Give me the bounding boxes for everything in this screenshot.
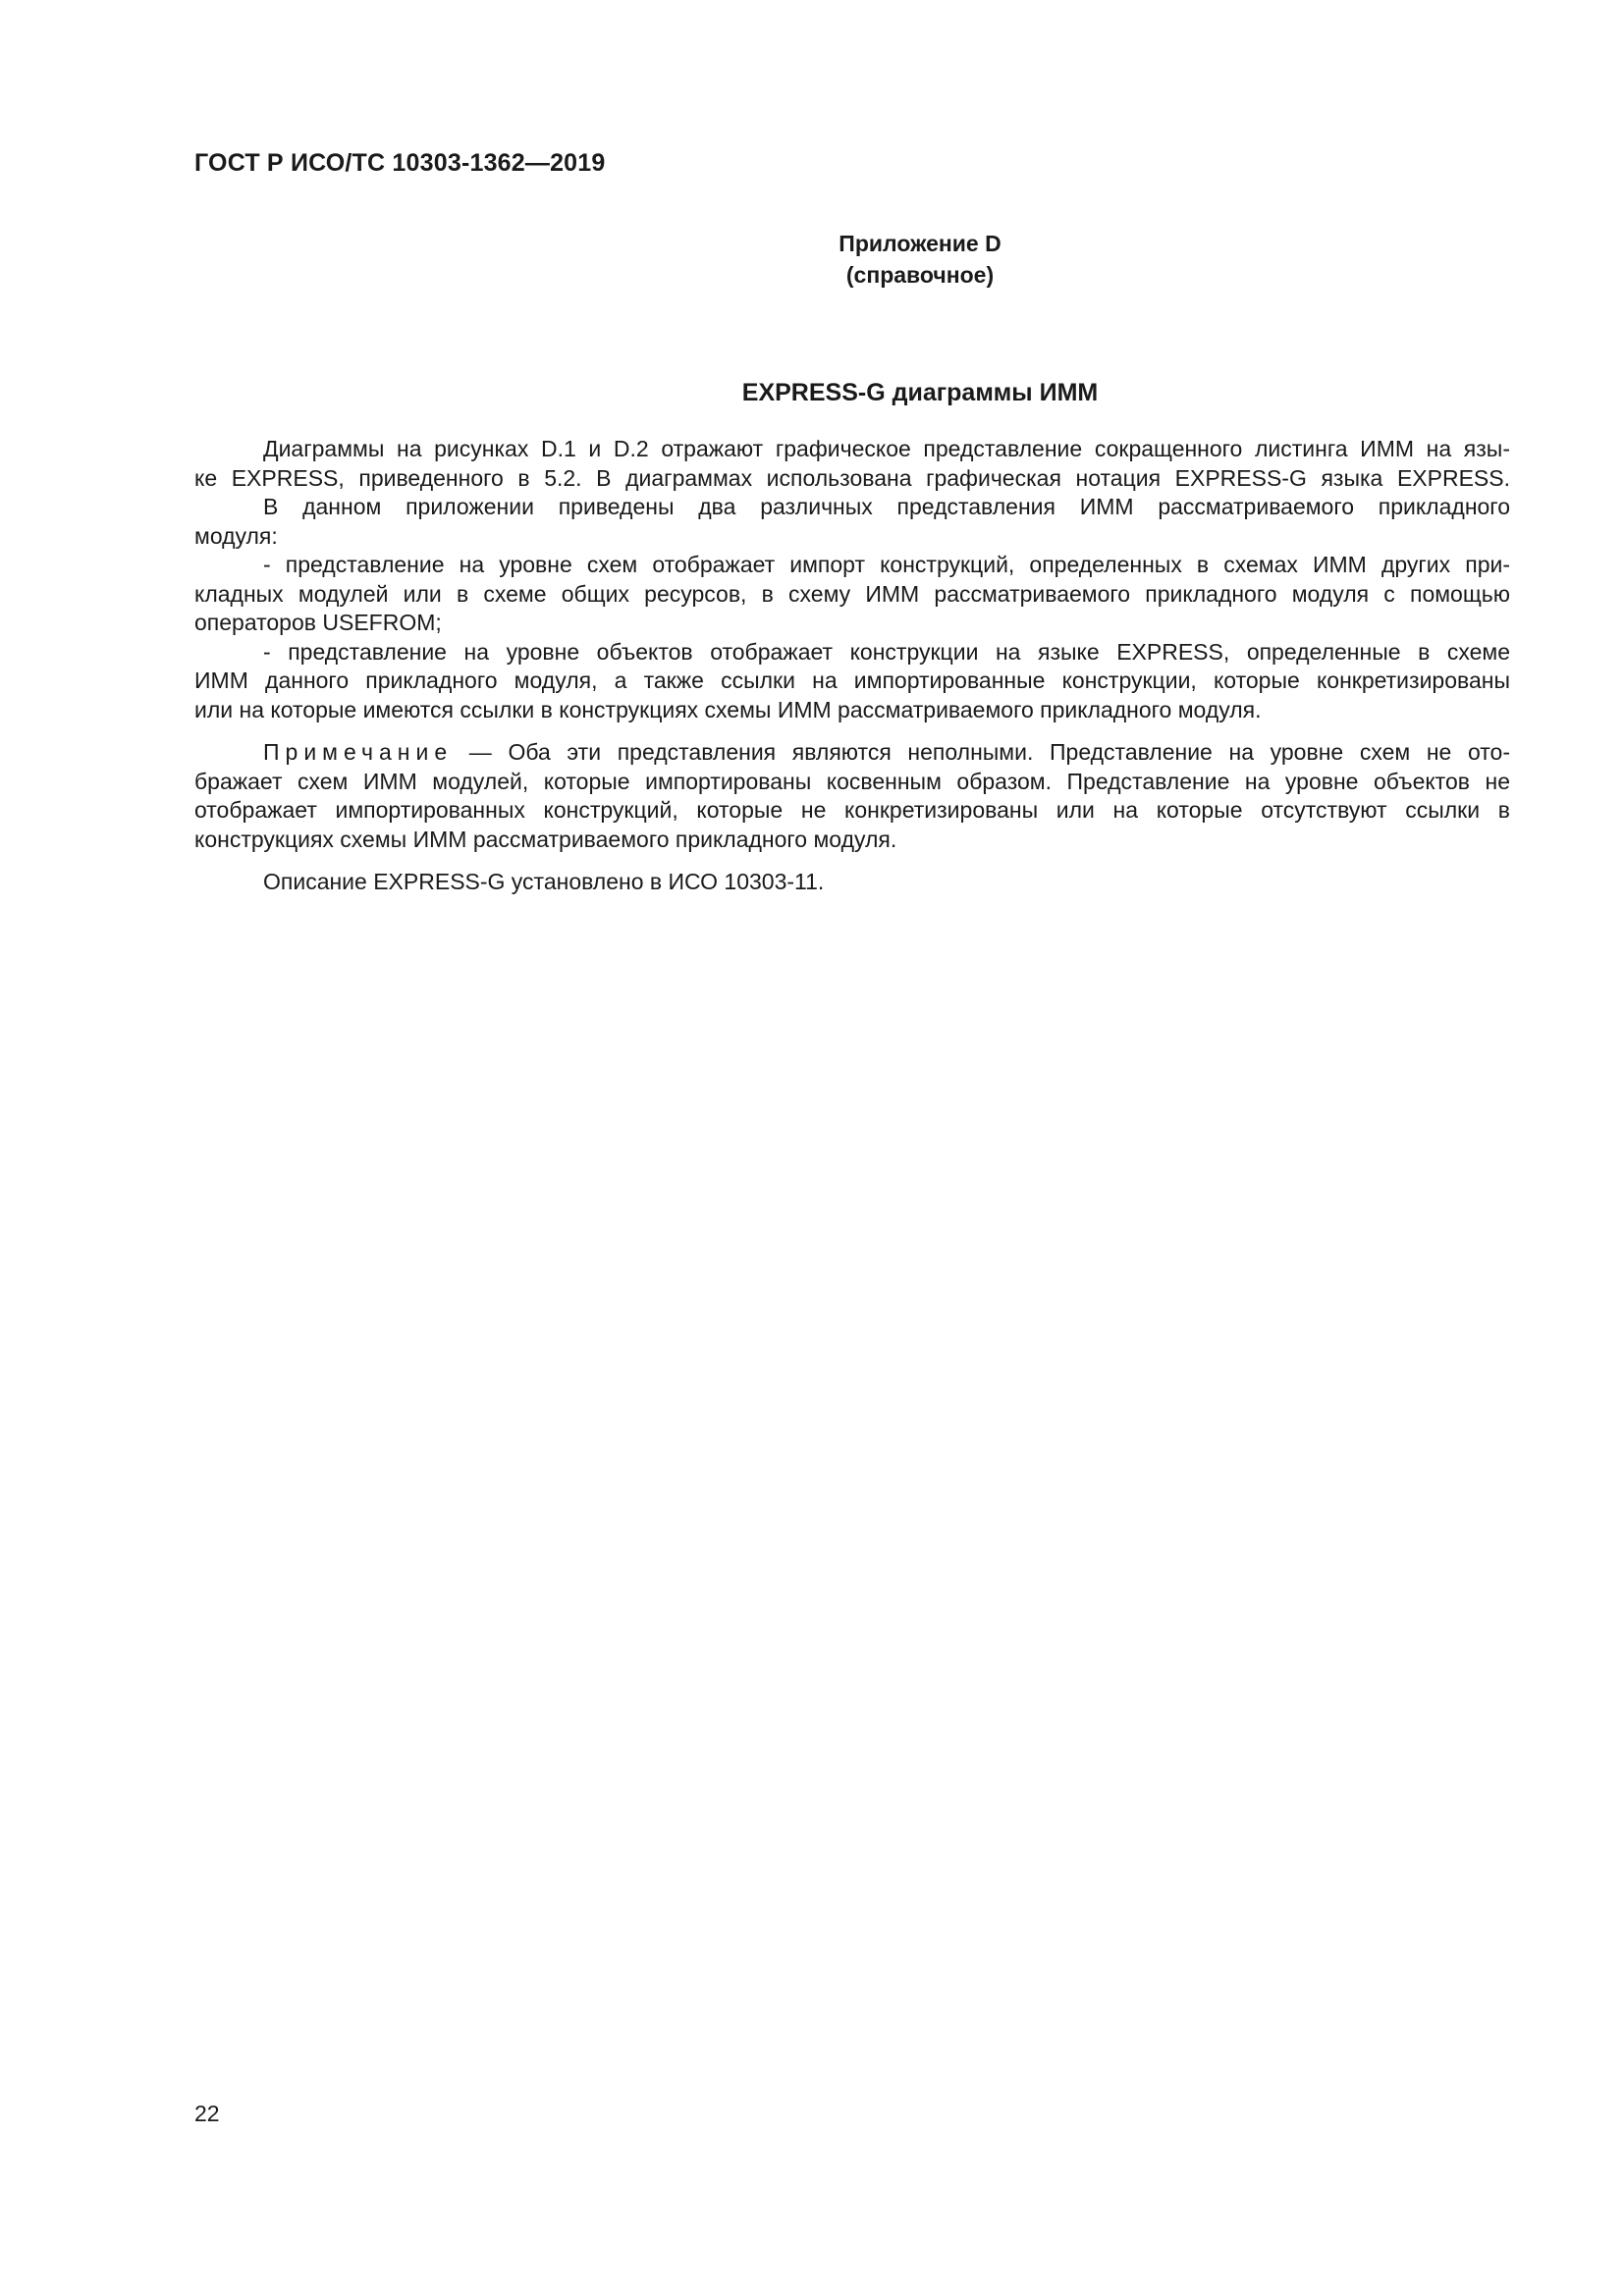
spacer bbox=[194, 724, 1510, 738]
paragraph-line: - представление на уровне схем отображает импорт конструкций, определенных в схемах ИММ других при- bbox=[263, 552, 1510, 577]
note-text: — Оба эти представления являются неполными. Представление на уровне схем не ото- bbox=[453, 739, 1510, 765]
paragraph-line: кладных модулей или в схеме общих ресурсов, в схему ИММ рассматриваемого прикладного модуля с помощью bbox=[194, 580, 1510, 607]
paragraph-line: Диаграммы на рисунках D.1 и D.2 отражают графическое представление сокращенного листинга ИММ на язы- bbox=[263, 436, 1510, 461]
paragraph-line: операторов USEFROM; bbox=[194, 610, 442, 635]
annex-kind: (справочное) bbox=[845, 262, 995, 288]
annex-title: Приложение D bbox=[839, 231, 1001, 256]
paragraph-line: ИММ данного прикладного модуля, а также ссылки на импортированные конструкции, которые конкретизированы bbox=[194, 667, 1510, 693]
note-line: отображает импортированных конструкций, которые не конкретизированы или на которые отсутствуют ссылки в bbox=[194, 797, 1510, 823]
note-line bbox=[194, 738, 1510, 768]
paragraph-line: В данном приложении приведены два различных представления ИММ рассматриваемого прикладного bbox=[263, 494, 1510, 519]
page-number: 22 bbox=[194, 2101, 220, 2126]
annex-heading bbox=[0, 228, 1624, 291]
paragraph-line: - представление на уровне объектов отображает конструкции на языке EXPRESS, определенные в схеме bbox=[263, 638, 1510, 665]
note-line: конструкциях схемы ИММ рассматриваемого прикладного модуля. bbox=[194, 826, 897, 852]
paragraph-line: Описание EXPRESS-G установлено в ИСО 10303-11. bbox=[263, 869, 825, 894]
spacer bbox=[194, 854, 1510, 868]
document-code: ГОСТ Р ИСО/ТС 10303-1362—2019 bbox=[194, 149, 606, 177]
note-label: Примечание bbox=[263, 739, 454, 765]
section-heading bbox=[0, 379, 1624, 407]
section-title: EXPRESS-G диаграммы ИММ bbox=[741, 379, 1099, 406]
paragraph-line: ке EXPRESS, приведенного в 5.2. В диаграммах использована графическая нотация EXPRESS-G языка EXPRESS. bbox=[194, 464, 1510, 491]
note-line: бражает схем ИММ модулей, которые импортированы косвенным образом. Представление на уровне объектов не bbox=[194, 768, 1510, 794]
body-text bbox=[194, 435, 1510, 897]
paragraph-line: модуля: bbox=[194, 522, 278, 549]
paragraph-line: или на которые имеются ссылки в конструкциях схемы ИММ рассматриваемого прикладного модуля. bbox=[194, 696, 1262, 722]
